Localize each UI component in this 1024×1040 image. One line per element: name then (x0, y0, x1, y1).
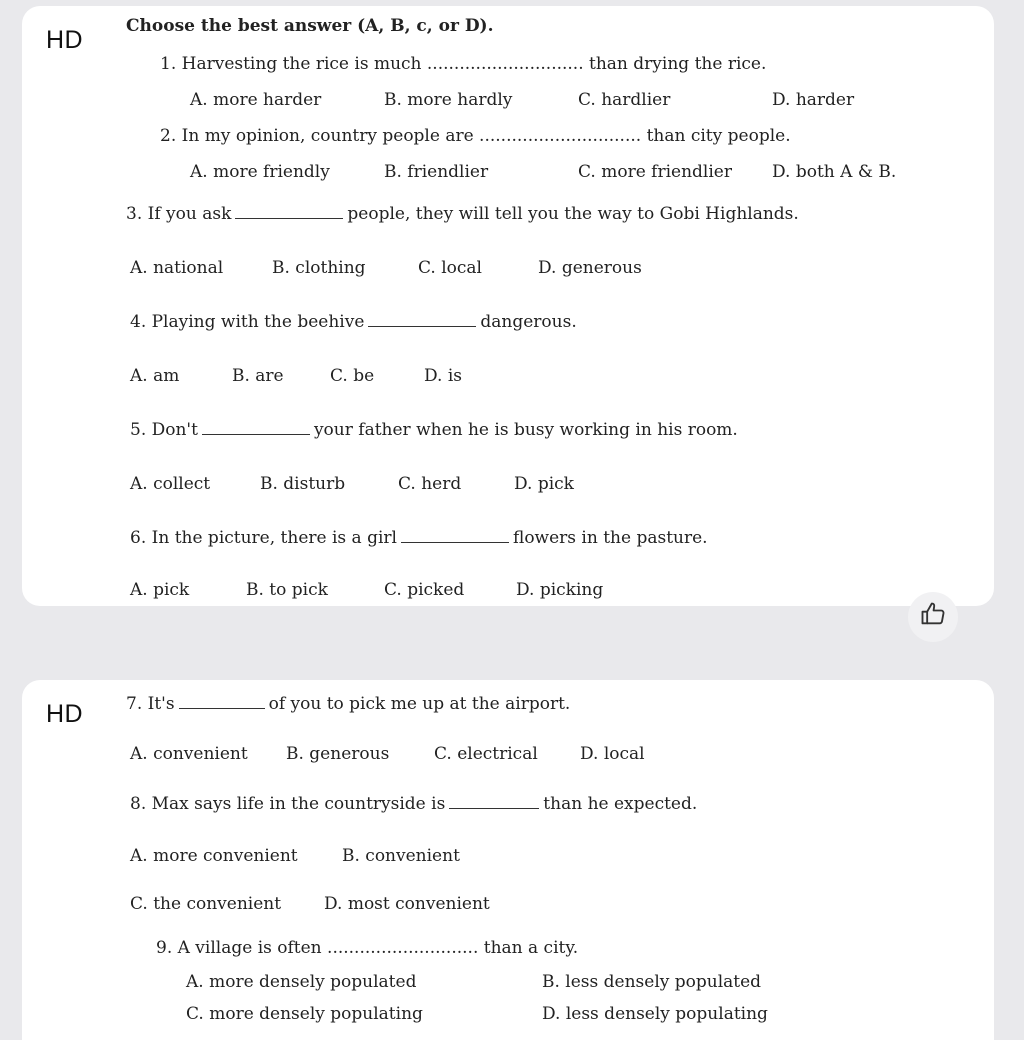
thumbs-up-icon (919, 600, 947, 634)
q6-option-b: B. to pick (246, 580, 328, 600)
answer-blank (179, 707, 265, 709)
q1-option-d: D. harder (772, 90, 855, 110)
q3-option-d: D. generous (538, 258, 642, 278)
q5-option-d: D. pick (514, 474, 574, 494)
q9-option-b: B. less densely populated (542, 972, 762, 992)
instruction-heading: Choose the best answer (A, B, c, or D). (126, 16, 494, 36)
question-4-post: dangerous. (480, 312, 577, 332)
q4-option-c: C. be (330, 366, 375, 386)
q7-option-b: B. generous (286, 744, 390, 764)
q2-option-b: B. friendlier (384, 162, 489, 182)
q7-option-d: D. local (580, 744, 645, 764)
q8-option-c: C. the convenient (130, 894, 282, 914)
q1-option-c: C. hardlier (578, 90, 671, 110)
q8-option-d: D. most convenient (324, 894, 490, 914)
q4-option-a: A. am (130, 366, 180, 386)
question-7-pre: 7. It's (126, 694, 175, 714)
question-4-pre: 4. Playing with the beehive (130, 312, 365, 332)
q4-option-b: B. are (232, 366, 284, 386)
question-8 (130, 794, 697, 814)
question-6-pre: 6. In the picture, there is a girl (130, 528, 397, 548)
question-6 (130, 528, 708, 548)
q8-option-b: B. convenient (342, 846, 460, 866)
q3-option-a: A. national (130, 258, 224, 278)
q5-option-b: B. disturb (260, 474, 346, 494)
answer-blank (401, 541, 509, 543)
q7-option-a: A. convenient (130, 744, 248, 764)
question-9: 9. A village is often ............................ than a city. (156, 938, 579, 958)
q6-option-d: D. picking (516, 580, 604, 600)
question-1: 1. Harvesting the rice is much ............................. than drying the rice. (160, 54, 767, 74)
q5-option-a: A. collect (130, 474, 211, 494)
q2-option-a: A. more friendly (190, 162, 330, 182)
q8-option-a: A. more convenient (130, 846, 298, 866)
question-7 (126, 694, 570, 714)
q1-option-a: A. more harder (190, 90, 322, 110)
question-8-post: than he expected. (543, 794, 698, 814)
q4-option-d: D. is (424, 366, 462, 386)
q9-option-a: A. more densely populated (186, 972, 417, 992)
answer-blank (235, 217, 343, 219)
answer-blank (202, 433, 310, 435)
question-3 (126, 204, 799, 224)
q6-option-a: A. pick (130, 580, 190, 600)
q1-option-b: B. more hardly (384, 90, 513, 110)
q9-option-c: C. more densely populating (186, 1004, 423, 1024)
like-button[interactable] (908, 592, 958, 642)
q6-option-c: C. picked (384, 580, 465, 600)
q2-option-d: D. both A & B. (772, 162, 897, 182)
q7-option-c: C. electrical (434, 744, 538, 764)
question-5-pre: 5. Don't (130, 420, 198, 440)
question-5-post: your father when he is busy working in his room. (313, 420, 738, 440)
question-3-post: people, they will tell you the way to Gobi Highlands. (347, 204, 799, 224)
question-4 (130, 312, 577, 332)
author-initials[interactable]: HD (46, 700, 84, 728)
question-2: 2. In my opinion, country people are .............................. than city people. (160, 126, 791, 146)
q2-option-c: C. more friendlier (578, 162, 732, 182)
question-5 (130, 420, 738, 440)
q3-option-b: B. clothing (272, 258, 366, 278)
answer-blank (368, 325, 476, 327)
q5-option-c: C. herd (398, 474, 462, 494)
question-3-pre: 3. If you ask (126, 204, 232, 224)
answer-blank (449, 807, 539, 809)
question-8-pre: 8. Max says life in the countryside is (130, 794, 446, 814)
question-6-post: flowers in the pasture. (512, 528, 708, 548)
author-initials[interactable]: HD (46, 26, 84, 54)
question-7-post: of you to pick me up at the airport. (268, 694, 571, 714)
q3-option-c: C. local (418, 258, 482, 278)
q9-option-d: D. less densely populating (542, 1004, 768, 1024)
